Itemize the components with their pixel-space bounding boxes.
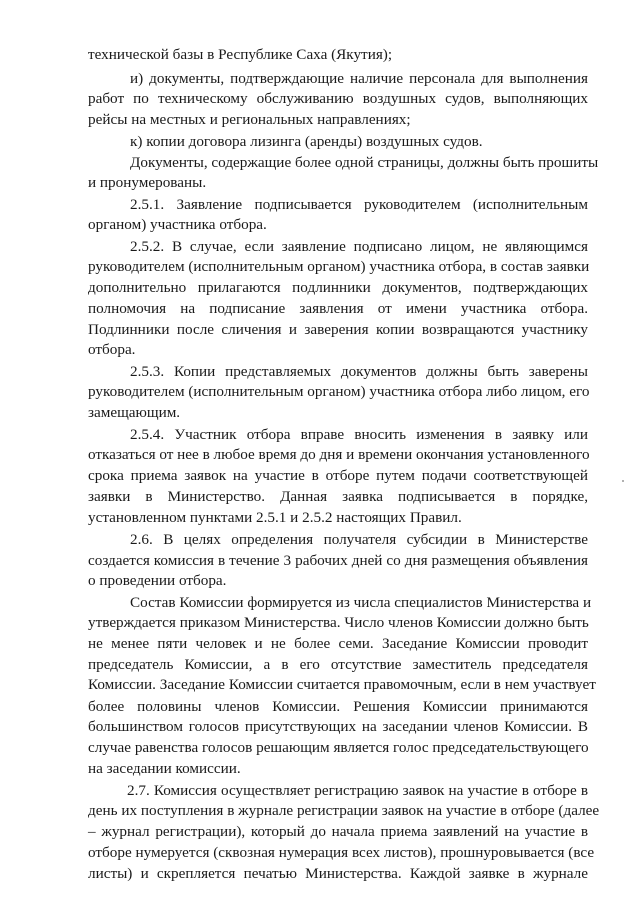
- text-line: 2.5.1. Заявление подписывается руководителем (исполнительным: [130, 196, 588, 213]
- text-line: не менее пяти человек и не более семи. Заседание Комиссии проводит: [88, 635, 588, 652]
- text-line: отборе нумеруется (сквозная нумерация всех листов), прошнуровывается (все: [88, 844, 595, 861]
- text-line: рейсы на местных и региональных направлениях;: [88, 111, 411, 128]
- text-line: председатель Комиссии, а в его отсутствие заместитель председателя: [88, 656, 588, 673]
- text-line: 2.7. Комиссия осуществляет регистрацию заявок на участие в отборе в: [127, 782, 588, 799]
- text-line: – журнал регистрации), который до начала приема заявлений на участие в: [88, 823, 588, 840]
- text-line: большинством голосов присутствующих на заседании членов Комиссии. В: [88, 718, 588, 735]
- text-line: 2.6. В целях определения получателя субсидии в Министерстве: [130, 531, 588, 548]
- text-line: более половины членов Комиссии. Решения Комиссии принимаются: [88, 698, 588, 715]
- text-line: 2.5.4. Участник отбора вправе вносить изменения в заявку или: [130, 426, 588, 443]
- text-line: утверждается приказом Министерства. Число членов Комиссии должно быть: [88, 614, 589, 631]
- text-line: дополнительно прилагаются подлинники документов, подтверждающих: [88, 279, 588, 296]
- text-line: о проведении отбора.: [88, 572, 227, 589]
- text-line: и) документы, подтверждающие наличие персонала для выполнения: [130, 70, 588, 87]
- text-line: и пронумерованы.: [88, 174, 207, 191]
- text-line: листы) и скрепляется печатью Министерства. Каждой заявке в журнале: [88, 865, 588, 882]
- text-line: создается комиссия в течение 3 рабочих дней со дня размещения объявления: [88, 552, 588, 569]
- text-line: случае равенства голосов решающим является голос председательствующего: [88, 739, 589, 756]
- text-line: отбора.: [88, 341, 136, 358]
- text-line: руководителем (исполнительным органом) участника отбора либо лицом, его: [88, 383, 590, 400]
- text-line: день их поступления в журнале регистрации заявок на участие в отборе (далее: [88, 802, 600, 819]
- text-line: Состав Комиссии формируется из числа специалистов Министерства и: [130, 594, 592, 611]
- text-line: органом) участника отбора.: [88, 216, 267, 233]
- text-line: отказаться от нее в любое время до дня и времени окончания установленного: [88, 446, 590, 463]
- text-line: полномочия на подписание заявления от имени участника отбора.: [88, 300, 588, 317]
- scan-speck: [622, 480, 624, 482]
- text-line: работ по техническому обслуживанию воздушных судов, выполняющих: [88, 90, 588, 107]
- text-line: Комиссии. Заседание Комиссии считается правомочным, если в нем участвует: [88, 676, 596, 693]
- text-line: к) копии договора лизинга (аренды) воздушных судов.: [130, 133, 483, 150]
- text-line: Подлинники после сличения и заверения копии возвращаются участнику: [88, 321, 588, 338]
- text-line: 2.5.2. В случае, если заявление подписано лицом, не являющимся: [130, 238, 588, 255]
- text-line: на заседании комиссии.: [88, 760, 241, 777]
- text-line: установленном пунктами 2.5.1 и 2.5.2 настоящих Правил.: [88, 509, 462, 526]
- text-line: Документы, содержащие более одной страницы, должны быть прошиты: [130, 154, 599, 171]
- text-line: 2.5.3. Копии представляемых документов должны быть заверены: [130, 363, 588, 380]
- text-line: руководителем (исполнительным органом) участника отбора, в состав заявки: [88, 258, 590, 275]
- text-line: заявки в Министерство. Данная заявка подписывается в порядке,: [88, 488, 588, 505]
- text-line: срока приема заявок на участие в отборе путем подачи соответствующей: [88, 467, 588, 484]
- text-line: замещающим.: [88, 404, 181, 421]
- text-line: технической базы в Республике Саха (Якутия);: [88, 46, 393, 63]
